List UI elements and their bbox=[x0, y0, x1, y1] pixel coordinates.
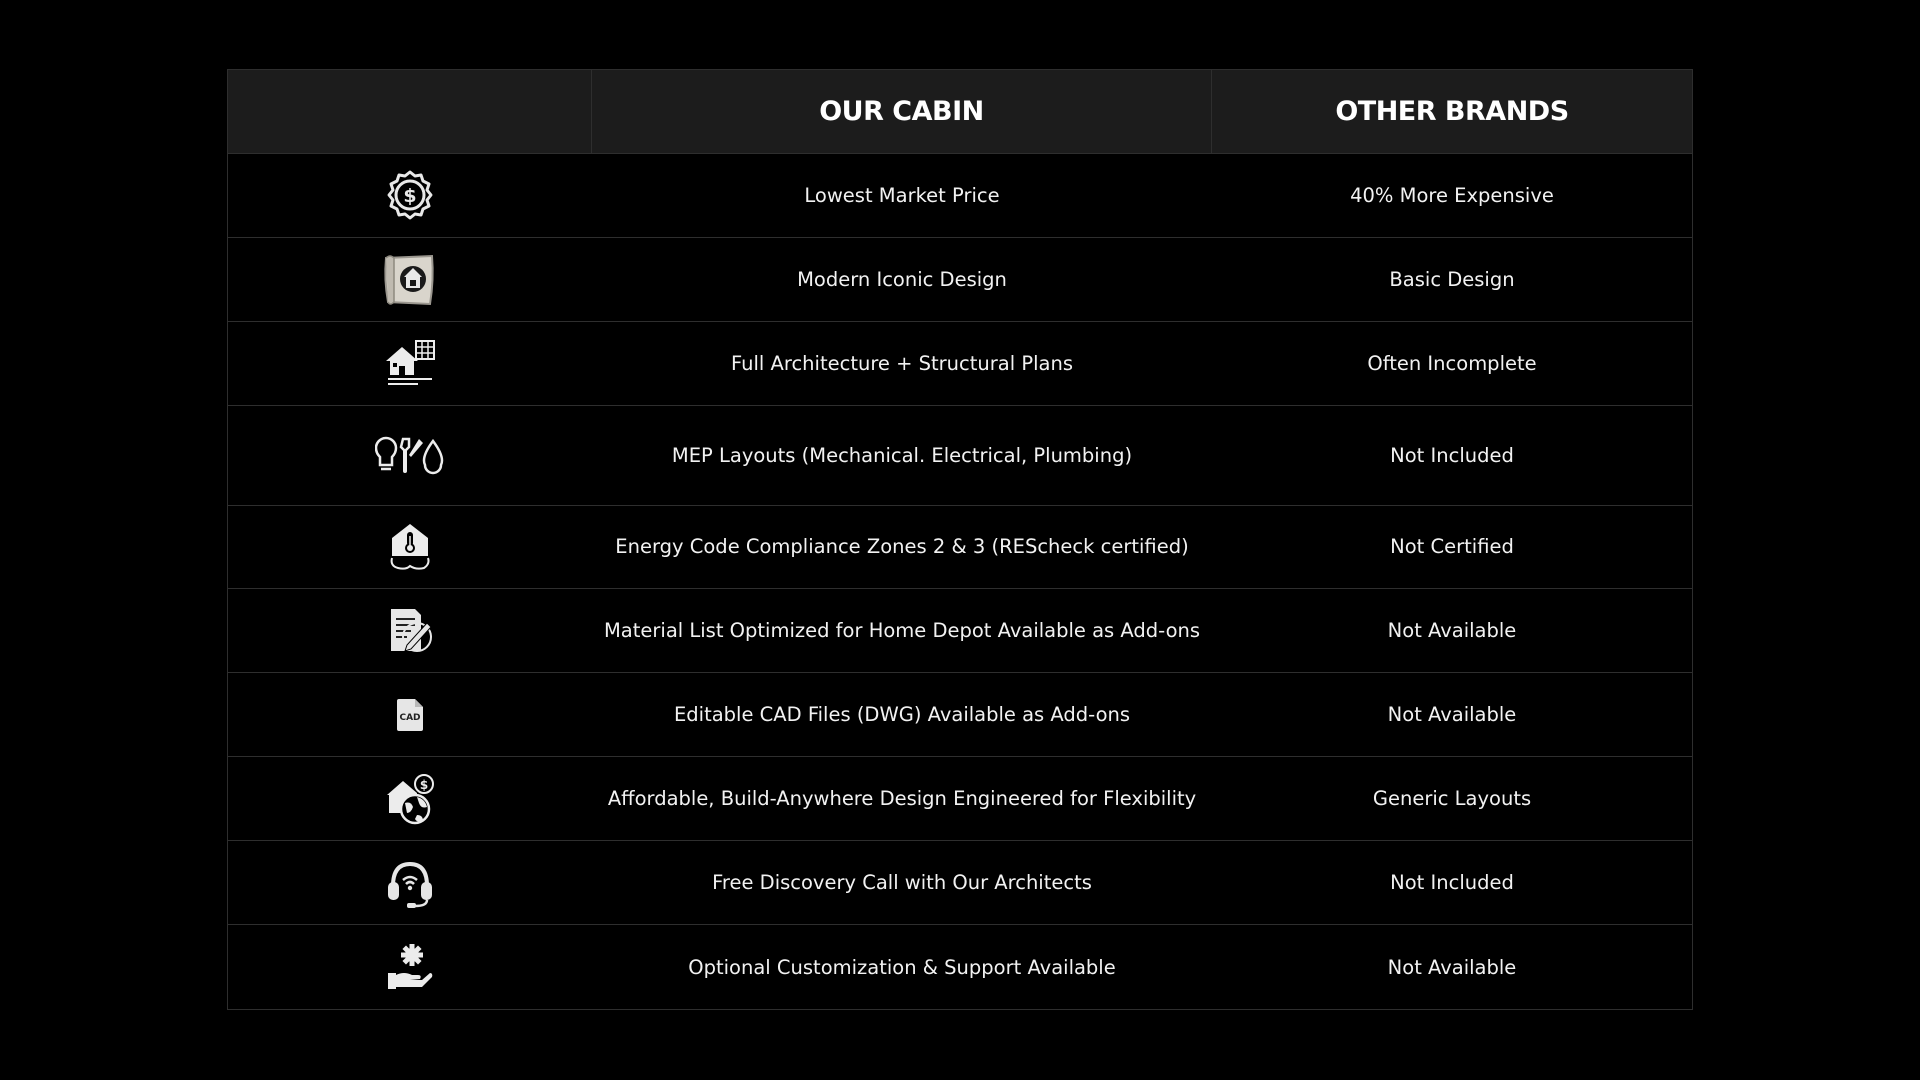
other-brands-value: Often Incomplete bbox=[1367, 351, 1537, 375]
comparison-table bbox=[227, 69, 1693, 1010]
cad-file-label: CAD bbox=[399, 712, 421, 723]
table-row bbox=[228, 322, 1692, 406]
other-brands-value: Not Included bbox=[1390, 871, 1514, 895]
other-brands-value: Not Certified bbox=[1390, 535, 1514, 559]
table-row bbox=[228, 506, 1692, 590]
svg-text:$: $ bbox=[403, 185, 417, 208]
other-brands-value: Not Available bbox=[1387, 619, 1517, 643]
our-cabin-value: Modern Iconic Design bbox=[797, 267, 1007, 291]
header-feature-cell bbox=[228, 70, 592, 153]
svg-text:$: $ bbox=[419, 777, 429, 792]
table-row bbox=[228, 154, 1692, 238]
our-cabin-value: Material List Optimized for Home Depot Available as Add-ons bbox=[603, 619, 1201, 643]
energy-home-icon bbox=[388, 522, 432, 572]
table-header bbox=[228, 70, 1692, 154]
other-brands-value: 40% More Expensive bbox=[1350, 183, 1554, 207]
header-other-brands-cell bbox=[1212, 70, 1692, 153]
table-row bbox=[228, 841, 1692, 925]
other-brands-value: Generic Layouts bbox=[1372, 787, 1532, 811]
header-other-brands: OTHER BRANDS bbox=[1335, 95, 1569, 127]
material-list-icon bbox=[387, 607, 433, 655]
table-row bbox=[228, 406, 1692, 506]
table-row bbox=[228, 589, 1692, 673]
dollar-badge-icon bbox=[386, 170, 434, 220]
other-brands-value: Not Available bbox=[1387, 955, 1517, 979]
hand-gear-icon bbox=[386, 943, 434, 991]
table-row bbox=[228, 925, 1692, 1009]
our-cabin-value: Energy Code Compliance Zones 2 & 3 (REScheck certified) bbox=[615, 535, 1189, 559]
other-brands-value: Not Available bbox=[1387, 703, 1517, 727]
header-our-cabin-cell bbox=[592, 70, 1212, 153]
header-our-cabin: OUR CABIN bbox=[819, 95, 984, 127]
cad-file-icon bbox=[393, 697, 427, 733]
our-cabin-value: Optional Customization & Support Available bbox=[688, 955, 1116, 979]
our-cabin-value: Editable CAD Files (DWG) Available as Add-ons bbox=[673, 703, 1131, 727]
table-row bbox=[228, 757, 1692, 841]
our-cabin-value: Full Architecture + Structural Plans bbox=[730, 351, 1073, 375]
other-brands-value: Basic Design bbox=[1389, 267, 1515, 291]
utilities-icon bbox=[375, 435, 445, 475]
our-cabin-value: MEP Layouts (Mechanical. Electrical, Plumbing) bbox=[671, 443, 1133, 467]
global-home-icon bbox=[385, 773, 435, 825]
our-cabin-value: Free Discovery Call with Our Architects bbox=[712, 871, 1092, 895]
table-row bbox=[228, 238, 1692, 322]
house-plans-icon bbox=[384, 339, 436, 387]
other-brands-value: Not Included bbox=[1390, 443, 1514, 467]
headset-icon bbox=[385, 858, 435, 908]
table-row bbox=[228, 673, 1692, 757]
our-cabin-value: Affordable, Build-Anywhere Design Engineered for Flexibility bbox=[607, 787, 1197, 811]
our-cabin-value: Lowest Market Price bbox=[804, 183, 1000, 207]
blueprint-scroll-icon bbox=[380, 250, 440, 308]
